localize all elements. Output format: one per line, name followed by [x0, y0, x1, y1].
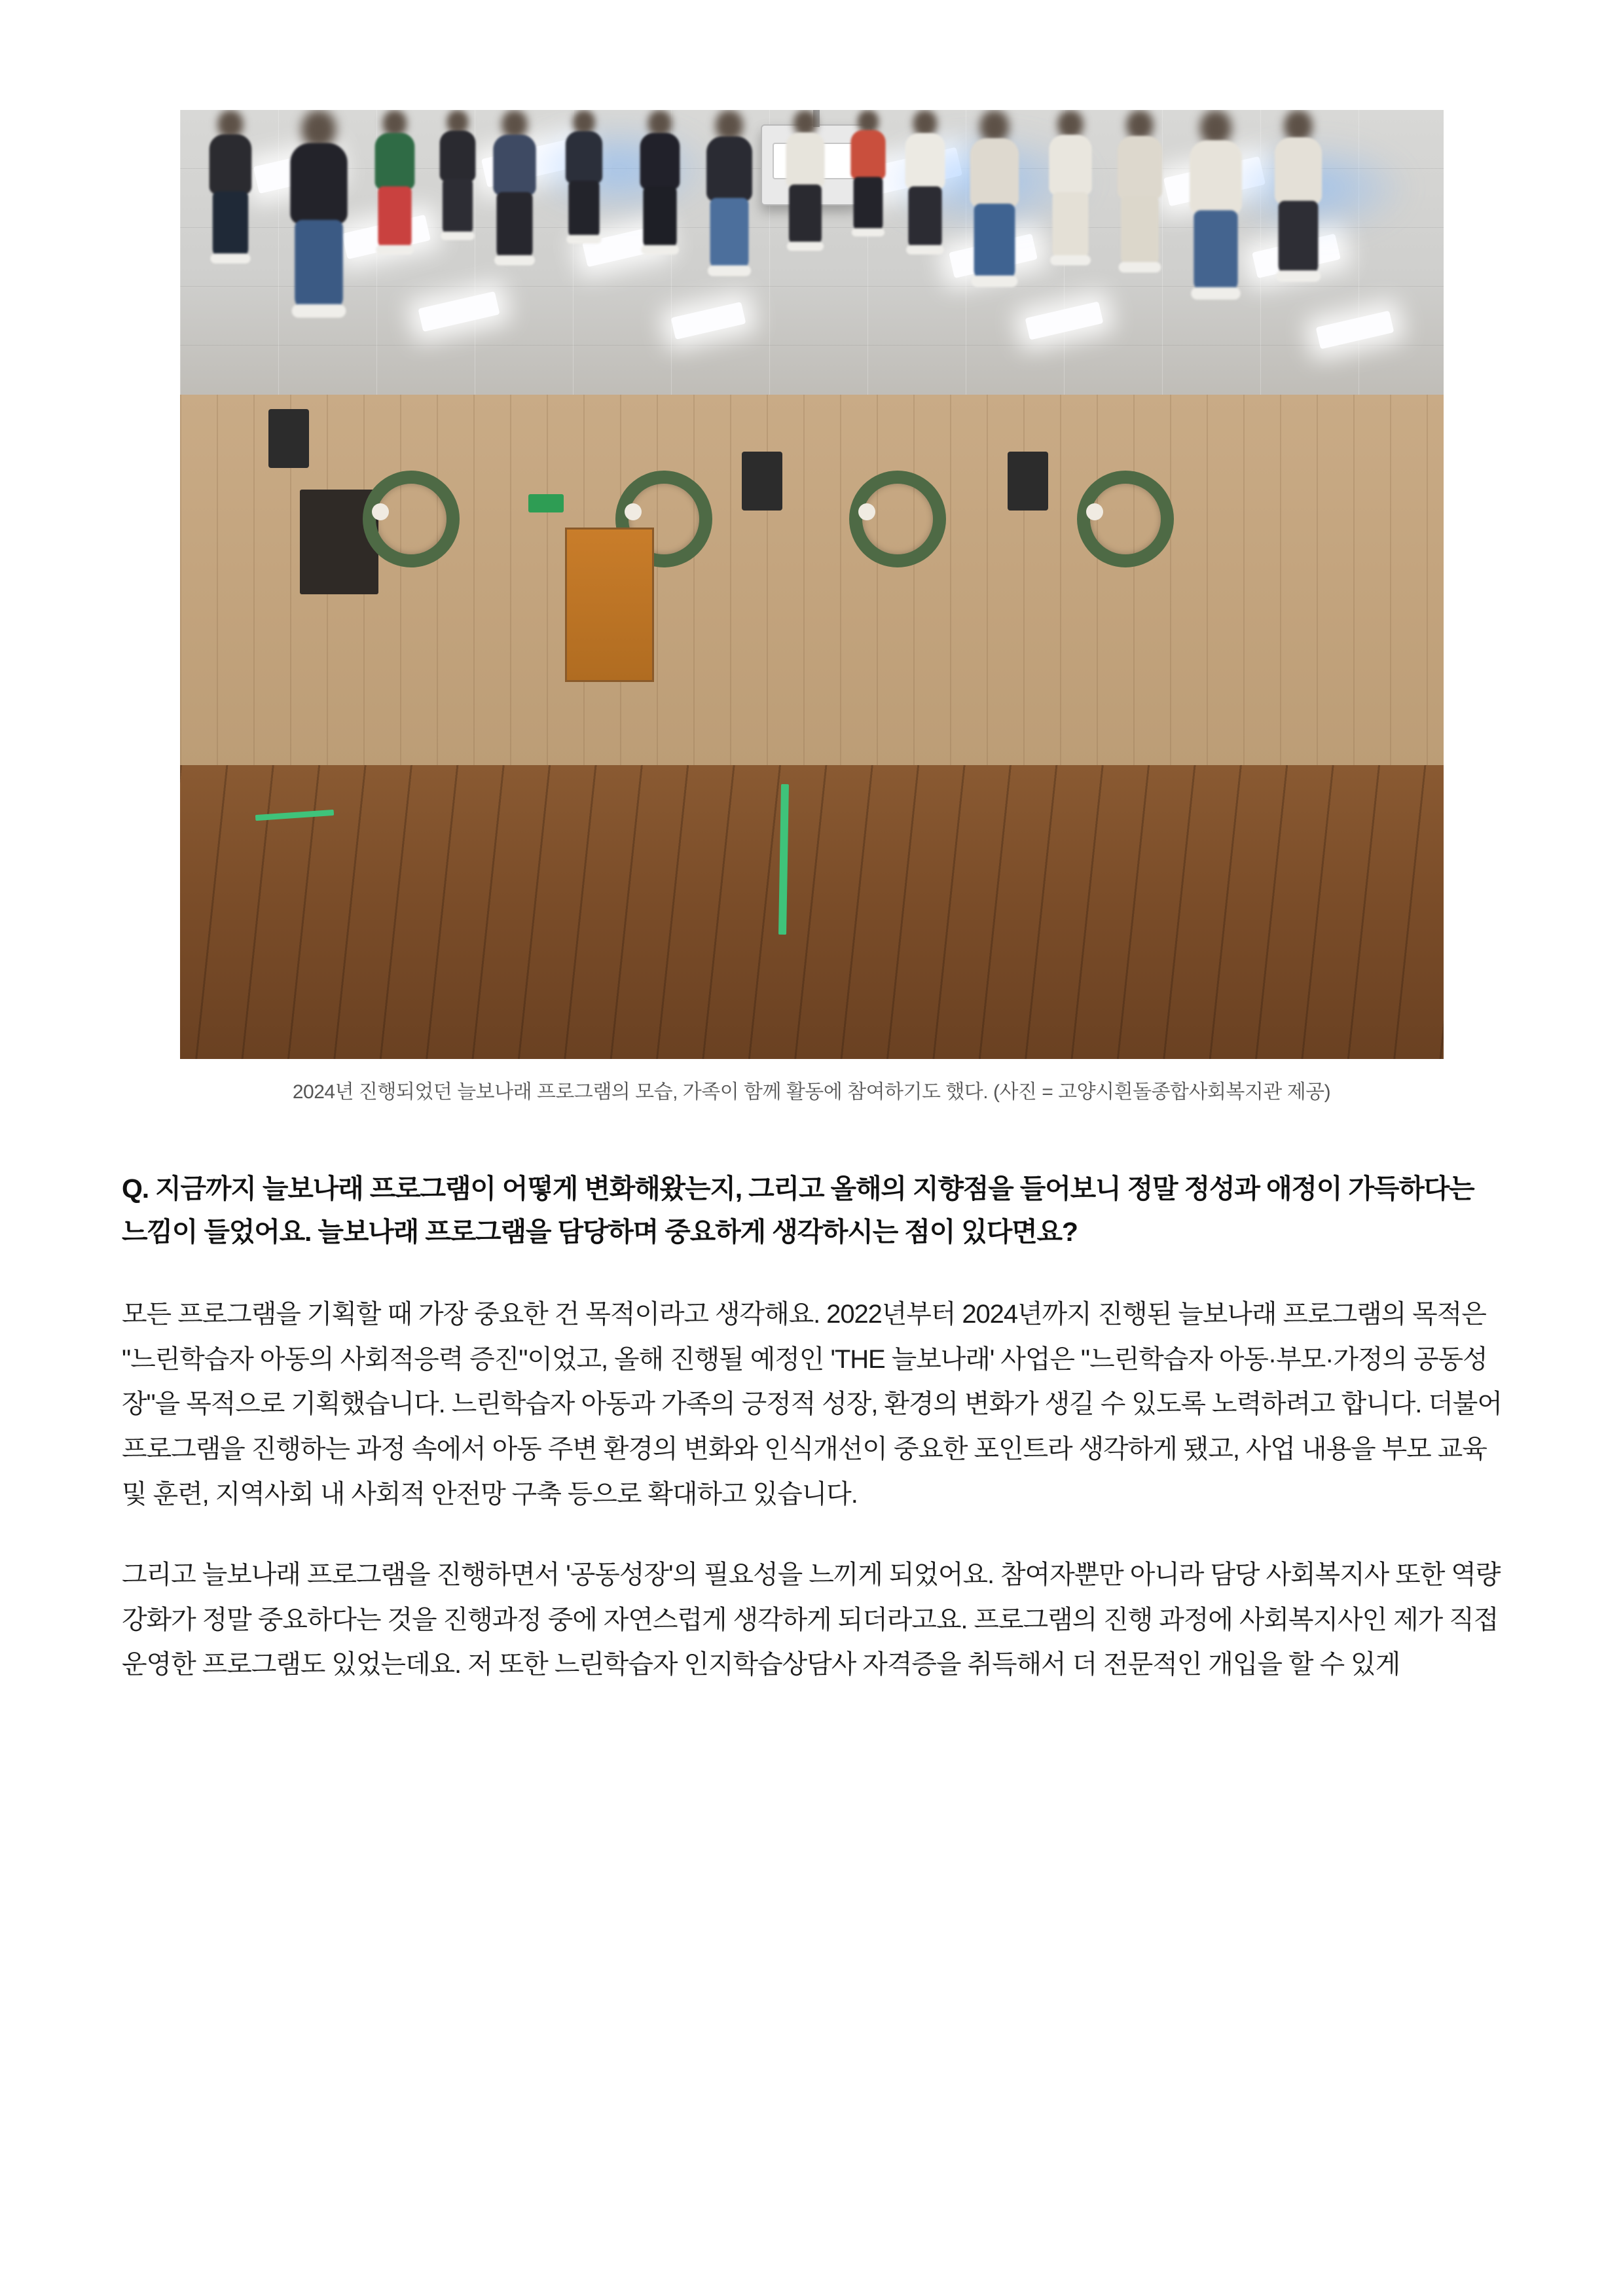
article-figure — [122, 0, 1501, 1107]
wall-speaker — [268, 409, 309, 468]
interview-question: Q. 지금까지 늘보나래 프로그램이 어떻게 변화해왔는지, 그리고 올해의 지향점을 들어보니 정말 정성과 애정이 가득하다는 느낌이 들었어요. 늘보나래 프로그램을 담당하며 중요하게 생각하시는 점이 있다면요? — [122, 1174, 1474, 1247]
wall-wreath — [363, 471, 460, 567]
program-activity-photo — [180, 110, 1444, 1059]
floor-planks — [180, 765, 1444, 1060]
wall-speaker — [1008, 452, 1048, 511]
photo-wrapper — [180, 110, 1444, 1059]
wall-speaker — [742, 452, 782, 511]
wall-wreath — [1077, 471, 1174, 567]
wooden-floor — [180, 765, 1444, 1060]
figure-caption: 2024년 진행되었던 늘보나래 프로그램의 모습, 가족이 함께 활동에 참여하기도 했다. (사진 = 고양시흰돌종합사회복지관 제공) — [292, 1081, 1331, 1103]
exit-sign — [528, 494, 564, 512]
answer-paragraph-1: 모든 프로그램을 기획할 때 가장 중요한 건 목적이라고 생각해요. 2022년부터 2024년까지 진행된 늘보나래 프로그램의 목적은 "느린학습자 아동의 사회적응력 증진"이었고, 올해 진행될 예정인 'THE 늘보나래' 사업은 "느린학습자 아동·부모·가정의 공동성장"을 목적으로 기획했습니다. 느린학습자 아동과 가족의 긍정적 성장, 환경의 변화가 생길 수 있도록 노력하려고 합니다. 더불어 프로그램을 진행하는 과정 속에서 아동 주변 환경의 변화와 인식개선이 중요한 포인트라 생각하게 됐고, 사업 내용을 부모 교육 및 훈련, 지역사회 내 사회적 안전망 구축 등으로 확대하고 있습니다. — [122, 1299, 1502, 1509]
wall-wreath — [849, 471, 946, 567]
answer-paragraph-2: 그리고 늘보나래 프로그램을 진행하면서 '공동성장'의 필요성을 느끼게 되었어요. 참여자뿐만 아니라 담당 사회복지사 또한 역량 강화가 정말 중요하다는 것을 진행과정 중에 자연스럽게 생각하게 되더라고요. 프로그램의 진행 과정에 사회복지사인 제가 직접 운영한 프로그램도 있었는데요. 저 또한 느린학습자 인지학습상담사 자격증을 취득해서 더 전문적인 개입을 할 수 있게 — [122, 1560, 1501, 1679]
article-body — [122, 1107, 1502, 1687]
wooden-door — [565, 528, 654, 682]
ceiling-blue-glow — [521, 120, 718, 218]
